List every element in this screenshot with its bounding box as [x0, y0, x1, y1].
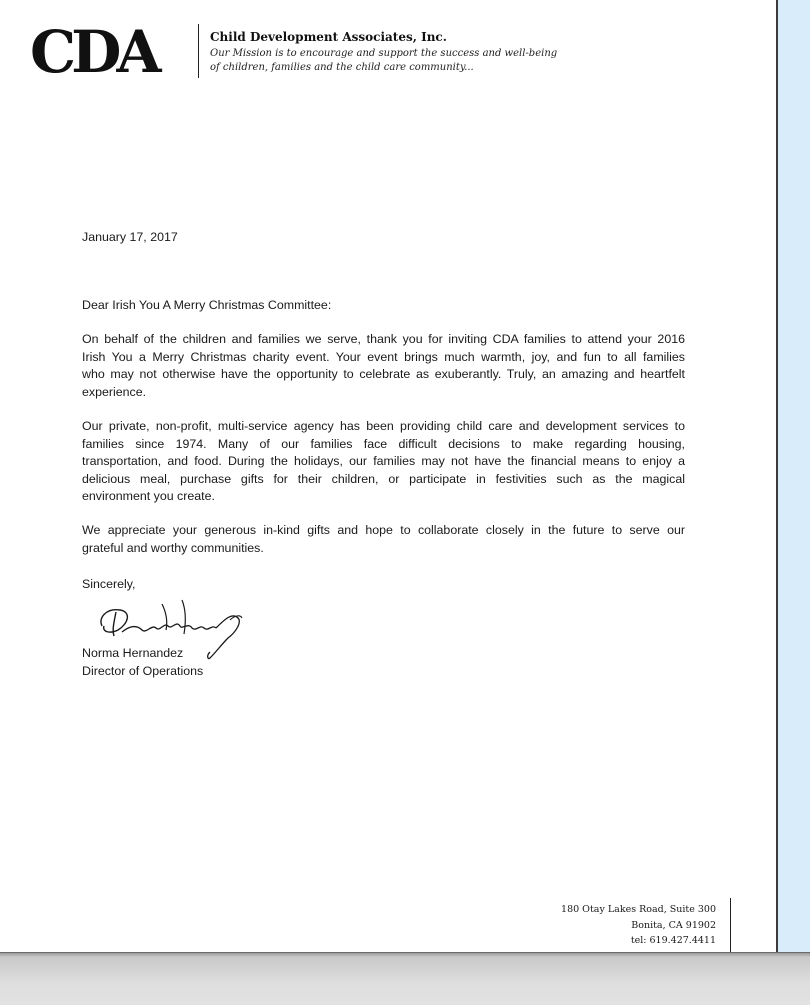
logo-text: CDA	[30, 18, 157, 86]
letter-date: January 17, 2017	[82, 230, 178, 244]
paragraph-line: Irish You a Merry Christmas charity event. Your event brings much warmth, joy, and fun to all families	[82, 349, 685, 364]
mission-line: Our Mission is to encourage and support the success and well-being	[210, 48, 558, 59]
phone-number: tel: 619.427.4411	[630, 935, 716, 946]
paragraph-line: Our private, non-profit, multi-service agency has been providing child care and development services to	[82, 419, 685, 433]
side-panel	[778, 0, 810, 952]
salutation: Dear Irish You A Merry Christmas Committee:	[82, 298, 332, 312]
closing: Sincerely,	[82, 577, 136, 591]
paragraph-line: On behalf of the children and families we serve, thank you for inviting CDA families to attend your 2016	[82, 332, 685, 346]
paragraph-line: experience.	[82, 384, 147, 399]
mission-line: of children, families and the child care community...	[210, 62, 474, 73]
address-city: Bonita, CA 91902	[631, 919, 716, 931]
paragraph-line: environment you create.	[82, 489, 215, 503]
paragraph-line: transportation, and food. During the holidays, our families may not have the financial means to enjoy a	[82, 454, 685, 468]
paragraph-line: grateful and worthy communities.	[82, 540, 264, 555]
mission-statement	[210, 47, 610, 75]
footer-divider	[730, 898, 731, 952]
address-line: 180 Otay Lakes Road, Suite 300	[561, 904, 716, 915]
paragraph-2	[82, 418, 685, 506]
signer-title: Director of Operations	[82, 664, 204, 678]
organization-name: Child Development Associates, Inc.	[210, 30, 447, 44]
viewer-bottom-bar	[0, 952, 810, 1005]
paragraph-line: who may not otherwise have the opportunity to celebrate as exuberantly. Truly, an amazing and heartfelt	[82, 367, 685, 381]
cda-logo	[30, 18, 190, 86]
paragraph-line: We appreciate your generous in-kind gifts and hope to collaborate closely in the future to serve our	[82, 523, 685, 537]
paragraph-line: families since 1974. Many of our families face difficult decisions to make regarding housing,	[82, 436, 685, 451]
paragraph-1	[82, 331, 685, 401]
paragraph-3	[82, 522, 685, 557]
header-divider	[198, 24, 199, 78]
signer-name: Norma Hernandez	[82, 646, 184, 660]
paragraph-line: delicious meal, purchase gifts for their children, or participate in festivities such as the magical	[82, 471, 685, 486]
